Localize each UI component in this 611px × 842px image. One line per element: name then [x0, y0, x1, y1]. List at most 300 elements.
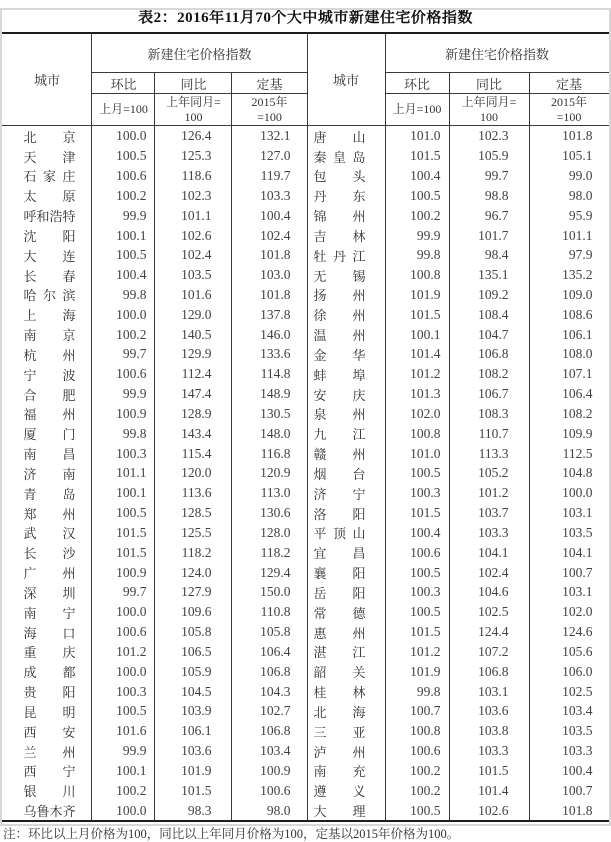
city-cell: [307, 185, 385, 205]
base-value: 114.8: [232, 364, 307, 384]
city-name: 烟台: [313, 466, 366, 482]
yoy-value: 106.1: [155, 721, 232, 741]
base-value: 103.1: [529, 582, 609, 602]
mom-value: 101.2: [385, 642, 449, 662]
city-cell: [307, 146, 385, 166]
city-name: 大连: [23, 248, 76, 264]
yoy-value: 109.2: [449, 285, 529, 305]
city-name: 西安: [23, 724, 76, 740]
yoy-value: 101.6: [155, 285, 232, 305]
city-cell: [2, 503, 92, 523]
yoy-value: 115.4: [155, 443, 232, 463]
table-row: [2, 185, 609, 205]
city-name: 合肥: [23, 387, 76, 403]
mom-value: 100.5: [92, 701, 155, 721]
city-name: 厦门: [23, 427, 76, 443]
base-value: 150.0: [232, 582, 307, 602]
city-cell: [2, 304, 92, 324]
yoy-value: 101.1: [155, 205, 232, 225]
base-value: 132.1: [232, 126, 307, 146]
base-value: 133.6: [232, 344, 307, 364]
city-cell: [2, 761, 92, 781]
city-name: 平顶山: [313, 526, 366, 542]
city-cell: [307, 622, 385, 642]
yoy-value: 101.5: [155, 780, 232, 800]
yoy-value: 124.0: [155, 562, 232, 582]
table-row: [2, 344, 609, 364]
mom-value: 101.5: [92, 523, 155, 543]
city-cell: [307, 503, 385, 523]
yoy-value: 113.3: [449, 443, 529, 463]
base-value: 105.6: [529, 642, 609, 662]
city-column-header-left: 城市: [2, 33, 92, 126]
mom-value: 101.3: [385, 384, 449, 404]
base-value: 102.5: [529, 681, 609, 701]
table-row: [2, 542, 609, 562]
base-value: 103.0: [232, 265, 307, 285]
yoy-value: 112.4: [155, 364, 232, 384]
mom-value: 100.0: [92, 126, 155, 146]
mom-value: 100.1: [385, 324, 449, 344]
base-value: 100.0: [529, 483, 609, 503]
mom-value: 100.6: [92, 622, 155, 642]
city-cell: [2, 146, 92, 166]
base-value: 103.3: [232, 185, 307, 205]
city-cell: [2, 245, 92, 265]
table-row: [2, 205, 609, 225]
base-value: 137.8: [232, 304, 307, 324]
base-value: 108.6: [529, 304, 609, 324]
mom-value: 100.5: [385, 800, 449, 821]
city-name: 锦州: [313, 209, 366, 225]
base-value: 103.5: [529, 721, 609, 741]
base-value: 99.0: [529, 166, 609, 186]
mom-value: 101.0: [385, 126, 449, 146]
yoy-value: 103.6: [449, 701, 529, 721]
city-cell: [2, 126, 92, 146]
city-name: 西宁: [23, 764, 76, 780]
base-value: 102.0: [529, 602, 609, 622]
city-cell: [307, 225, 385, 245]
base-value: 104.8: [529, 463, 609, 483]
mom-value: 99.9: [92, 205, 155, 225]
city-name: 重庆: [23, 645, 76, 661]
city-cell: [307, 304, 385, 324]
city-name: 石家庄: [23, 169, 76, 185]
city-cell: [2, 780, 92, 800]
mom-value: 100.5: [385, 185, 449, 205]
mom-value: 100.8: [385, 721, 449, 741]
table-row: [2, 503, 609, 523]
base-value: 130.5: [232, 404, 307, 424]
city-cell: [307, 265, 385, 285]
city-name: 南京: [23, 328, 76, 344]
index-group-header-right: 新建住宅价格指数: [385, 33, 609, 73]
city-cell: [2, 483, 92, 503]
city-name: 丹东: [313, 189, 366, 205]
city-name: 哈尔滨: [23, 288, 76, 304]
mom-value: 100.0: [92, 661, 155, 681]
yoy-value: 102.3: [155, 185, 232, 205]
fixed-base-line1: 2015年: [251, 94, 288, 109]
yoy-value: 118.6: [155, 166, 232, 186]
table-row: [2, 423, 609, 443]
base-value: 100.7: [529, 562, 609, 582]
base-value: 128.0: [232, 523, 307, 543]
table-row: [2, 166, 609, 186]
city-name: 温州: [313, 328, 366, 344]
yoy-base-line2: 100: [480, 109, 498, 124]
city-cell: [307, 523, 385, 543]
yoy-value: 124.4: [449, 622, 529, 642]
mom-value: 101.2: [92, 642, 155, 662]
table-row: [2, 780, 609, 800]
city-name: 济南: [23, 466, 76, 482]
yoy-value: 98.8: [449, 185, 529, 205]
base-value: 100.4: [232, 205, 307, 225]
city-name: 九江: [313, 427, 366, 443]
yoy-value: 102.4: [449, 562, 529, 582]
mom-value: 101.5: [385, 304, 449, 324]
base-value: 110.8: [232, 602, 307, 622]
yoy-base-line2: 100: [184, 109, 203, 124]
city-cell: [307, 761, 385, 781]
table-row: [2, 701, 609, 721]
table-row: [2, 265, 609, 285]
city-name: 襄阳: [313, 566, 366, 582]
mom-base-label-right: 上月=100: [385, 94, 449, 126]
mom-value: 100.0: [92, 602, 155, 622]
city-name: 韶关: [313, 665, 366, 681]
city-name: 呼和浩特: [23, 209, 76, 225]
yoy-value: 101.5: [449, 761, 529, 781]
base-value: 108.2: [529, 404, 609, 424]
city-cell: [2, 166, 92, 186]
city-cell: [2, 622, 92, 642]
city-cell: [2, 285, 92, 305]
base-value: 100.6: [232, 780, 307, 800]
base-value: 100.9: [232, 761, 307, 781]
yoy-value: 127.9: [155, 582, 232, 602]
table-row: [2, 721, 609, 741]
city-name: 泉州: [313, 407, 366, 423]
mom-value: 100.1: [92, 225, 155, 245]
mom-header-left: 环比: [92, 73, 155, 94]
base-value: 130.6: [232, 503, 307, 523]
mom-value: 101.1: [92, 463, 155, 483]
yoy-value: 105.9: [155, 661, 232, 681]
table-row: [2, 126, 609, 146]
base-value: 109.9: [529, 423, 609, 443]
yoy-base-label-right: [449, 94, 529, 126]
table-row: [2, 245, 609, 265]
table-row: [2, 761, 609, 781]
mom-value: 99.7: [92, 344, 155, 364]
base-value: 95.9: [529, 205, 609, 225]
table-row: [2, 642, 609, 662]
base-value: 100.7: [529, 780, 609, 800]
mom-value: 100.2: [92, 185, 155, 205]
yoy-value: 103.6: [155, 741, 232, 761]
city-column-header-right: 城市: [307, 33, 385, 126]
city-name: 南宁: [23, 605, 76, 621]
yoy-base-line1: 上年同月=: [461, 94, 517, 109]
base-value: 113.0: [232, 483, 307, 503]
mom-value: 100.4: [385, 523, 449, 543]
yoy-value: 128.5: [155, 503, 232, 523]
mom-value: 99.8: [92, 423, 155, 443]
mom-value: 99.9: [385, 225, 449, 245]
city-name: 济宁: [313, 486, 366, 502]
base-value: 106.0: [529, 661, 609, 681]
yoy-value: 103.9: [155, 701, 232, 721]
base-value: 101.8: [529, 800, 609, 821]
yoy-value: 101.7: [449, 225, 529, 245]
city-cell: [2, 324, 92, 344]
city-cell: [2, 423, 92, 443]
city-cell: [307, 205, 385, 225]
city-cell: [2, 642, 92, 662]
mom-value: 100.6: [385, 542, 449, 562]
city-cell: [307, 741, 385, 761]
base-value: 100.4: [529, 761, 609, 781]
city-cell: [307, 681, 385, 701]
city-cell: [307, 602, 385, 622]
yoy-value: 102.4: [155, 245, 232, 265]
base-value: 148.9: [232, 384, 307, 404]
city-cell: [2, 562, 92, 582]
city-name: 广州: [23, 566, 76, 582]
base-value: 105.8: [232, 622, 307, 642]
city-cell: [2, 523, 92, 543]
city-name: 青岛: [23, 486, 76, 502]
city-cell: [307, 483, 385, 503]
base-value: 127.0: [232, 146, 307, 166]
yoy-value: 103.3: [449, 523, 529, 543]
mom-value: 100.9: [92, 562, 155, 582]
yoy-value: 107.2: [449, 642, 529, 662]
table-header: [2, 33, 609, 126]
base-value: 108.0: [529, 344, 609, 364]
yoy-value: 103.8: [449, 721, 529, 741]
mom-value: 99.9: [92, 384, 155, 404]
mom-value: 100.6: [92, 166, 155, 186]
yoy-value: 105.8: [155, 622, 232, 642]
city-name: 上海: [23, 308, 76, 324]
city-cell: [2, 701, 92, 721]
mom-value: 101.5: [92, 542, 155, 562]
mom-value: 101.0: [385, 443, 449, 463]
city-name: 福州: [23, 407, 76, 423]
yoy-value: 143.4: [155, 423, 232, 443]
base-value: 135.2: [529, 265, 609, 285]
yoy-value: 106.7: [449, 384, 529, 404]
base-value: 101.8: [529, 126, 609, 146]
table-row: [2, 404, 609, 424]
base-value: 103.4: [529, 701, 609, 721]
city-name: 徐州: [313, 308, 366, 324]
table-row: [2, 582, 609, 602]
mom-value: 100.2: [92, 780, 155, 800]
base-value: 103.5: [529, 523, 609, 543]
mom-value: 100.5: [92, 245, 155, 265]
city-cell: [307, 245, 385, 265]
city-name: 岳阳: [313, 585, 366, 601]
base-value: 98.0: [529, 185, 609, 205]
base-value: 97.9: [529, 245, 609, 265]
base-value: 104.1: [529, 542, 609, 562]
city-name: 湛江: [313, 645, 366, 661]
city-name: 常德: [313, 605, 366, 621]
yoy-value: 103.5: [155, 265, 232, 285]
city-cell: [2, 185, 92, 205]
yoy-value: 128.9: [155, 404, 232, 424]
yoy-value: 104.1: [449, 542, 529, 562]
mom-value: 100.2: [385, 780, 449, 800]
city-name: 昆明: [23, 704, 76, 720]
table-row: [2, 364, 609, 384]
table-row: [2, 602, 609, 622]
city-name: 兰州: [23, 744, 76, 760]
mom-value: 100.5: [385, 562, 449, 582]
yoy-value: 104.5: [155, 681, 232, 701]
mom-value: 100.8: [385, 265, 449, 285]
yoy-value: 101.9: [155, 761, 232, 781]
mom-value: 100.3: [385, 483, 449, 503]
mom-value: 100.5: [385, 602, 449, 622]
city-name: 银川: [23, 784, 76, 800]
city-name: 成都: [23, 665, 76, 681]
base-value: 107.1: [529, 364, 609, 384]
page-title: 表2：2016年11月70个大中城市新建住宅价格指数: [138, 10, 473, 26]
city-name: 秦皇岛: [313, 149, 366, 165]
base-value: 104.3: [232, 681, 307, 701]
base-value: 106.8: [232, 721, 307, 741]
table-row: [2, 523, 609, 543]
city-cell: [2, 384, 92, 404]
city-name: 乌鲁木齐: [23, 803, 76, 819]
yoy-value: 103.7: [449, 503, 529, 523]
mom-value: 100.4: [385, 166, 449, 186]
yoy-value: 147.4: [155, 384, 232, 404]
mom-value: 101.5: [385, 622, 449, 642]
base-value: 102.7: [232, 701, 307, 721]
city-cell: [307, 463, 385, 483]
city-name: 泸州: [313, 744, 366, 760]
yoy-value: 118.2: [155, 542, 232, 562]
yoy-value: 140.5: [155, 324, 232, 344]
city-cell: [2, 265, 92, 285]
yoy-value: 104.7: [449, 324, 529, 344]
fixed-base-label-left: [232, 94, 307, 126]
city-name: 南充: [313, 764, 366, 780]
city-name: 海口: [23, 625, 76, 641]
city-name: 宁波: [23, 367, 76, 383]
mom-value: 100.0: [92, 800, 155, 821]
yoy-value: 106.5: [155, 642, 232, 662]
city-cell: [2, 443, 92, 463]
city-cell: [307, 562, 385, 582]
mom-value: 101.5: [385, 146, 449, 166]
city-name: 天津: [23, 149, 76, 165]
footnote: 注：环比以上月价格为100，同比以上年同月价格为100，定基以2015年价格为100。: [3, 826, 460, 841]
yoy-value: 102.5: [449, 602, 529, 622]
yoy-value: 109.6: [155, 602, 232, 622]
yoy-value: 98.3: [155, 800, 232, 821]
fixed-base-line2: =100: [257, 109, 282, 124]
yoy-value: 102.3: [449, 126, 529, 146]
yoy-value: 101.4: [449, 780, 529, 800]
city-name: 惠州: [313, 625, 366, 641]
mom-value: 99.9: [92, 741, 155, 761]
city-name: 金华: [313, 347, 366, 363]
city-name: 安庆: [313, 387, 366, 403]
mom-value: 101.9: [385, 285, 449, 305]
city-cell: [2, 582, 92, 602]
yoy-base-line1: 上年同月=: [166, 94, 221, 109]
fixed-base-label-right: [529, 94, 609, 126]
base-value: 106.4: [529, 384, 609, 404]
city-cell: [2, 225, 92, 245]
table-row: [2, 443, 609, 463]
city-cell: [2, 741, 92, 761]
city-cell: [307, 582, 385, 602]
yoy-value: 96.7: [449, 205, 529, 225]
yoy-header-right: 同比: [449, 73, 529, 94]
table-row: [2, 483, 609, 503]
mom-header-right: 环比: [385, 73, 449, 94]
yoy-value: 120.0: [155, 463, 232, 483]
mom-value: 100.5: [92, 503, 155, 523]
city-name: 沈阳: [23, 228, 76, 244]
city-cell: [307, 642, 385, 662]
yoy-value: 108.3: [449, 404, 529, 424]
mom-value: 100.3: [385, 582, 449, 602]
mom-value: 101.2: [385, 364, 449, 384]
mom-value: 100.0: [92, 304, 155, 324]
city-cell: [2, 602, 92, 622]
mom-value: 100.9: [92, 404, 155, 424]
yoy-value: 125.3: [155, 146, 232, 166]
city-cell: [2, 404, 92, 424]
city-name: 遵义: [313, 784, 366, 800]
base-value: 109.0: [529, 285, 609, 305]
yoy-value: 105.9: [449, 146, 529, 166]
table-row: [2, 562, 609, 582]
price-index-table: [1, 32, 609, 822]
mom-value: 101.4: [385, 344, 449, 364]
base-value: 101.1: [529, 225, 609, 245]
mom-value: 99.8: [92, 285, 155, 305]
city-name: 包头: [313, 169, 366, 185]
table-row: [2, 285, 609, 305]
fixed-base-line1: 2015年: [551, 94, 588, 109]
mom-value: 100.2: [385, 205, 449, 225]
city-cell: [307, 404, 385, 424]
yoy-value: 103.3: [449, 741, 529, 761]
yoy-value: 105.2: [449, 463, 529, 483]
city-name: 赣州: [313, 447, 366, 463]
city-cell: [2, 364, 92, 384]
base-value: 106.4: [232, 642, 307, 662]
city-cell: [307, 166, 385, 186]
mom-value: 100.8: [385, 423, 449, 443]
mom-value: 100.2: [92, 324, 155, 344]
fixed-base-line2: =100: [556, 109, 582, 124]
yoy-value: 102.6: [449, 800, 529, 821]
base-value: 106.8: [232, 661, 307, 681]
mom-value: 99.8: [385, 681, 449, 701]
